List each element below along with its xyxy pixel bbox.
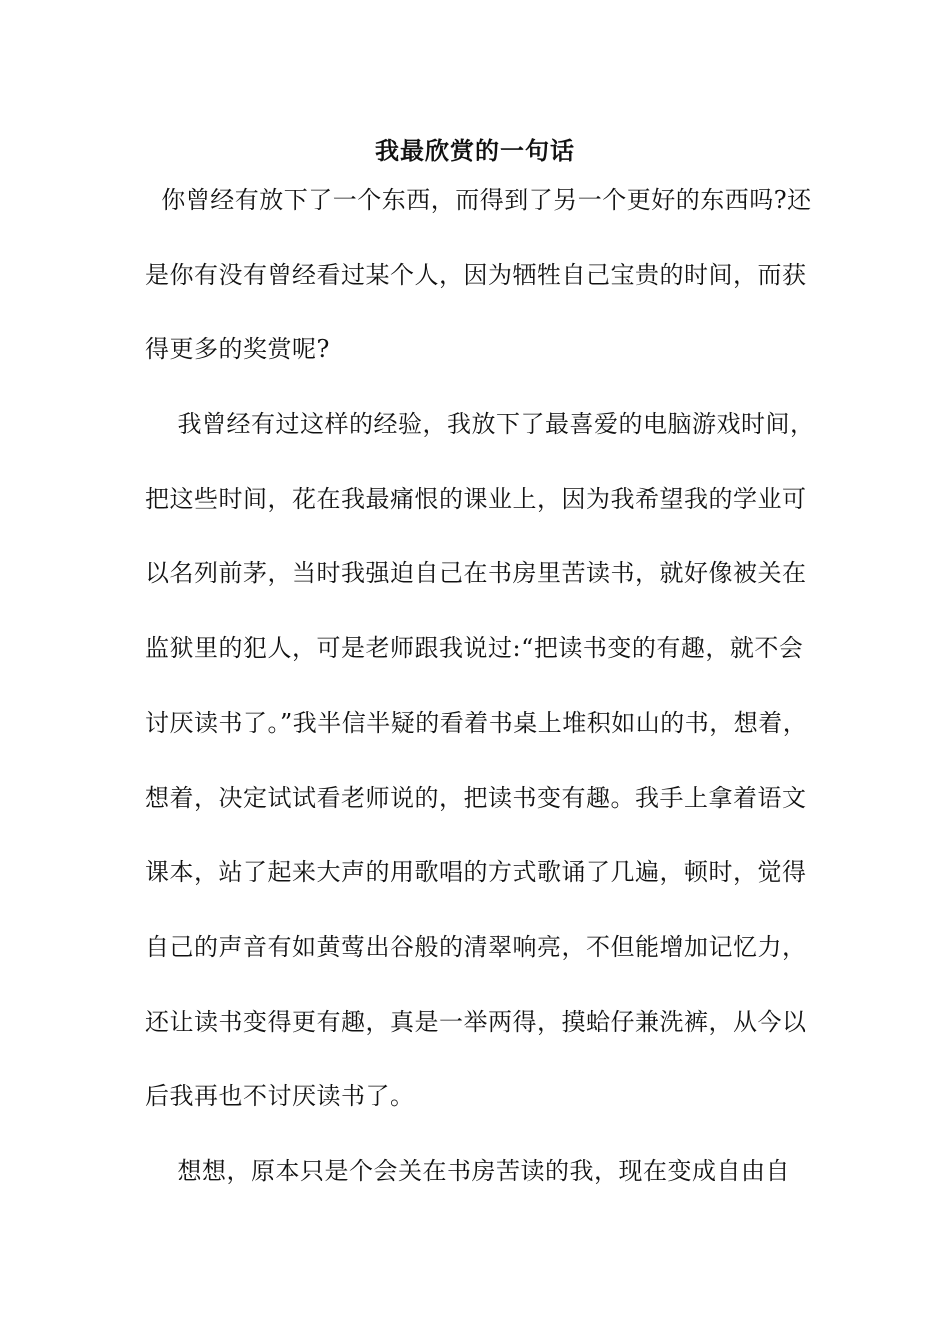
document-title: 我最欣赏的一句话 <box>375 136 575 165</box>
text-line-8: 讨厌读书了。”我半信半疑的看着书桌上堆积如山的书，想着， <box>145 709 808 737</box>
text-line-11: 自己的声音有如黄莺出谷般的清翠响亮，不但能增加记忆力， <box>145 933 807 961</box>
text-line-6: 以名列前茅，当时我强迫自己在书房里苦读书，就好像被关在 <box>145 559 807 587</box>
text-line-12: 还让读书变得更有趣，真是一举两得，摸蛤仔兼洗裤，从今以 <box>145 1008 807 1036</box>
text-line-3: 得更多的奖赏呢? <box>145 335 330 363</box>
text-line-9: 想着，决定试试看老师说的，把读书变有趣。我手上拿着语文 <box>145 784 807 812</box>
text-line-2: 是你有没有曾经看过某个人，因为牺牲自己宝贵的时间，而获 <box>145 261 807 289</box>
text-line-4: 我曾经有过这样的经验，我放下了最喜爱的电脑游戏时间， <box>145 410 815 438</box>
text-line-5: 把这些时间，花在我最痛恨的课业上，因为我希望我的学业可 <box>145 485 807 513</box>
text-line-7: 监狱里的犯人，可是老师跟我说过:“把读书变的有趣，就不会 <box>145 634 804 662</box>
text-line-1: 你曾经有放下了一个东西，而得到了另一个更好的东西吗?还 <box>145 186 812 214</box>
text-line-13: 后我再也不讨厌读书了。 <box>145 1082 415 1110</box>
text-line-10: 课本，站了起来大声的用歌唱的方式歌诵了几遍，顿时，觉得 <box>145 858 807 886</box>
text-line-14: 想想，原本只是个会关在书房苦读的我，现在变成自由自 <box>145 1157 791 1185</box>
